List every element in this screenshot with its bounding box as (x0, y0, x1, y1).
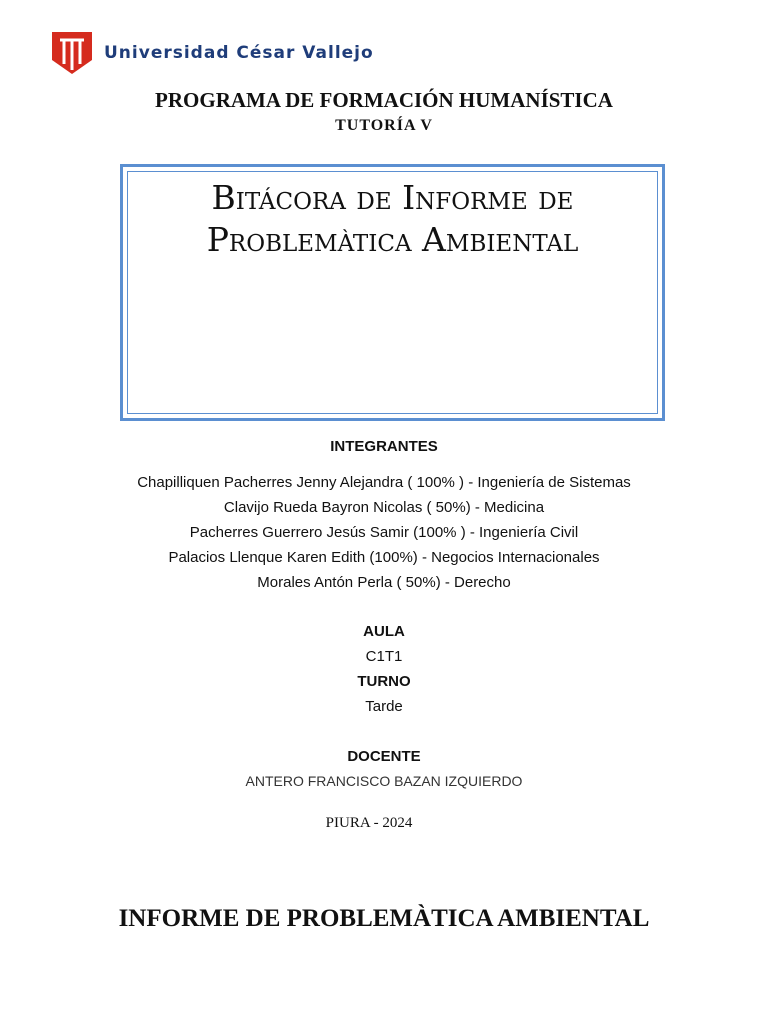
section-title: INFORME DE PROBLEMÀTICA AMBIENTAL (118, 905, 650, 932)
document-title-line-2: Problemàtica Ambiental (206, 220, 579, 259)
member-item: Clavijo Rueda Bayron Nicolas ( 50%) - Medicina (223, 499, 545, 516)
title-frame (120, 164, 665, 421)
document-title-line-1: Bitácora de Informe de (211, 178, 574, 217)
place-date: PIURA - 2024 (325, 815, 413, 831)
aula-label: AULA (363, 623, 405, 640)
university-logo (50, 30, 374, 76)
program-title: PROGRAMA DE FORMACIÓN HUMANÍSTICA (155, 88, 613, 112)
university-name: Universidad César Vallejo (104, 43, 374, 63)
turno-value: Tarde (365, 698, 403, 715)
member-item: Morales Antón Perla ( 50%) - Derecho (257, 574, 511, 591)
course-title: TUTORÍA V (335, 117, 433, 134)
aula-value: C1T1 (365, 648, 403, 665)
turno-label: TURNO (357, 673, 411, 690)
members-list (0, 470, 768, 595)
university-shield-icon (50, 30, 94, 76)
teacher-name: ANTERO FRANCISCO BAZAN IZQUIERDO (245, 773, 523, 789)
document-title (123, 177, 662, 261)
member-item: Chapilliquen Pacherres Jenny Alejandra ( 100% ) - Ingeniería de Sistemas (137, 474, 631, 491)
teacher-label: DOCENTE (347, 748, 421, 765)
member-item: Pacherres Guerrero Jesús Samir (100% ) - Ingeniería Civil (189, 524, 579, 541)
member-item: Palacios Llenque Karen Edith (100%) - Negocios Internacionales (168, 549, 600, 566)
members-heading: INTEGRANTES (330, 438, 438, 455)
